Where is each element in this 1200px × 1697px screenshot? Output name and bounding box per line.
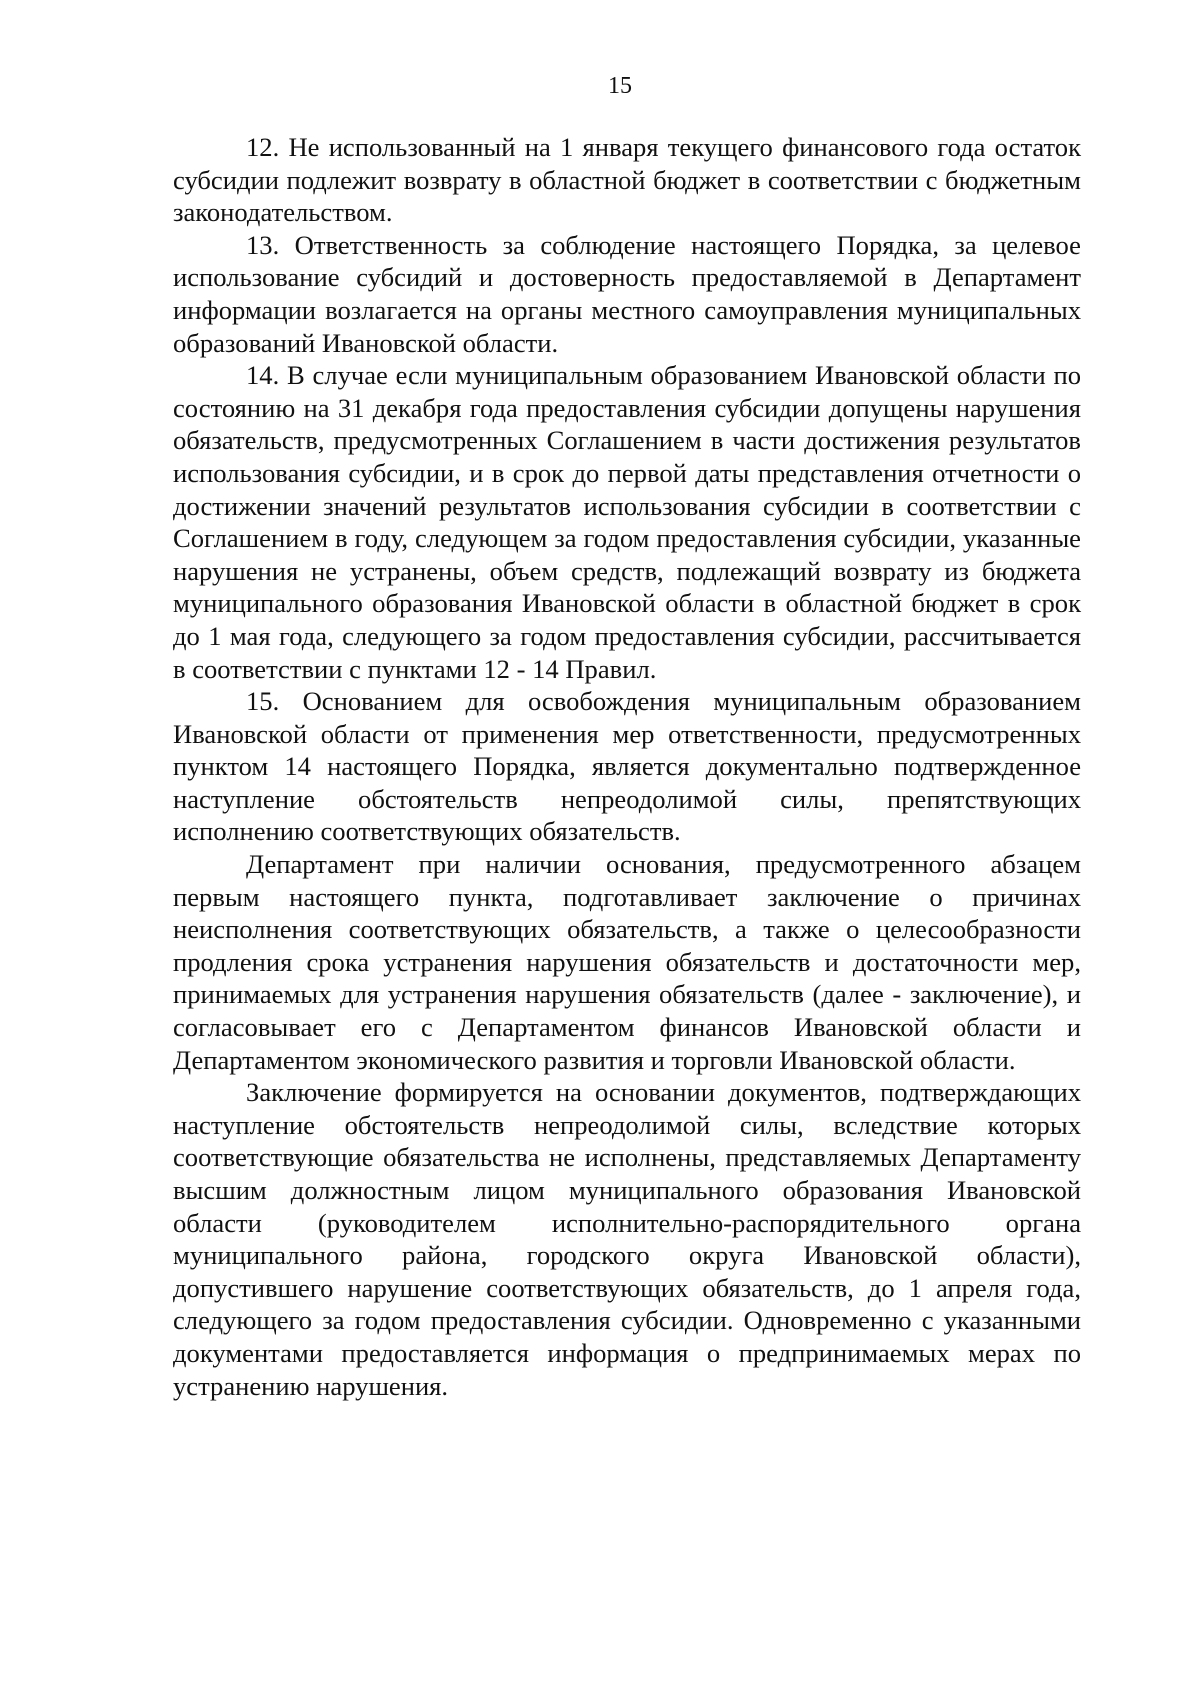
page-number: 15 xyxy=(608,73,632,99)
paragraph-15-department: Департамент при наличии основания, предусмотренного абзацем первым настоящего пункта, подготавливает заключение о причинах неисполнения соответствующих обязательств, а также о целесообразности продления срока устранения нарушения обязательств и достаточности мер, принимаемых для устранения нарушения обязательств (далее - заключение), и согласовывает его с Департаментом финансов Ивановской области и Департаментом экономического развития и торговли Ивановской области. xyxy=(173,849,1081,1075)
document-body xyxy=(173,131,1081,1402)
paragraph-15: 15. Основанием для освобождения муниципальным образованием Ивановской области от применения мер ответственности, предусмотренных пунктом 14 настоящего Порядка, является документально подтвержденное наступление обстоятельств непреодолимой силы, препятствующих исполнению соответствующих обязательств. xyxy=(173,686,1081,847)
paragraph-15-conclusion: Заключение формируется на основании документов, подтверждающих наступление обстоятельств непреодолимой силы, вследствие которых соответствующие обязательства не исполнены, представляемых Департаменту высшим должностным лицом муниципального образования Ивановской области (руководителем исполнительно-распорядительного органа муниципального района, городского округа Ивановской области), допустившего нарушение соответствующих обязательств, до 1 апреля года, следующего за годом предоставления субсидии. Одновременно с указанными документами предоставляется информация о предпринимаемых мерах по устранению нарушения. xyxy=(173,1077,1081,1401)
paragraph-12: 12. Не использованный на 1 января текущего финансового года остаток субсидии подлежит возврату в областной бюджет в соответствии с бюджетным законодательством. xyxy=(173,132,1081,228)
paragraph-14: 14. В случае если муниципальным образованием Ивановской области по состоянию на 31 декабря года предоставления субсидии допущены нарушения обязательств, предусмотренных Соглашением в части достижения результатов использования субсидии, и в срок до первой даты представления отчетности о достижении значений результатов использования субсидии в соответствии с Соглашением в году, следующем за годом предоставления субсидии, указанные нарушения не устранены, объем средств, подлежащий возврату из бюджета муниципального образования Ивановской области в областной бюджет в срок до 1 мая года, следующего за годом предоставления субсидии, рассчитывается в соответствии с пунктами 12 - 14 Правил. xyxy=(173,360,1081,684)
paragraph-13: 13. Ответственность за соблюдение настоящего Порядка, за целевое использование субсидий и достоверность предоставляемой в Департамент информации возлагается на органы местного самоуправления муниципальных образований Ивановской области. xyxy=(173,229,1081,358)
